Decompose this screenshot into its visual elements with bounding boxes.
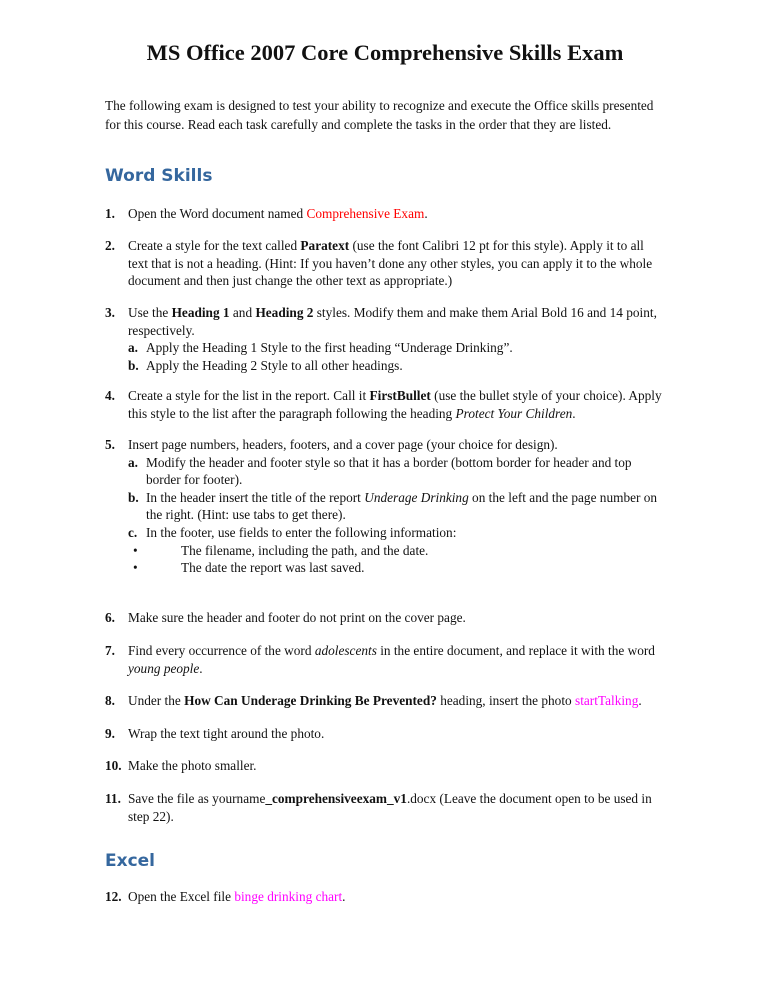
- task-3a: a. Apply the Heading 1 Style to the first heading “Underage Drinking”.: [128, 340, 513, 356]
- task-9: 9. Wrap the text tight around the photo.: [105, 726, 325, 741]
- heading-word-skills: Word Skills: [105, 166, 213, 186]
- task-2: 2. Create a style for the text called Paratext (use the font Calibri 12 pt for this style). Apply it to all text that is not a heading. (Hint: If you haven’t done any other styles, you can apply it to the whole document and then just change the other text as appropriate.): [105, 238, 653, 289]
- task-5: 5. Insert page numbers, headers, footers, and a cover page (your choice for design). a. Modify the header and footer style so that it has a border (bottom border for header and top border for footer). b. In the header insert the title of the report Underage Drinking on the left and the page number on the right. (Hint: use tabs to get there). c. In the footer, use fields to enter the following information: • The filename, including the path, and the date. • The date the report was last saved.: [105, 436, 665, 577]
- intro-paragraph: The following exam is designed to test your ability to recognize and execute the Office skills presented for this course. Read each task carefully and complete the tasks in the order that they are listed.: [105, 98, 654, 132]
- heading-excel: Excel: [105, 851, 156, 871]
- task-5a: a. Modify the header and footer style so that it has a border (bottom border for header and top border for footer).: [128, 454, 632, 488]
- task-7: 7. Find every occurrence of the word adolescents in the entire document, and replace it with the word young people.: [105, 643, 655, 676]
- task-4: 4. Create a style for the list in the report. Call it FirstBullet (use the bullet style of your choice). Apply this style to the list after the paragraph following the heading Protect Your Children.: [105, 388, 662, 421]
- task-5c-bullet-1: • The filename, including the path, and the date.: [133, 542, 429, 558]
- link-comprehensive-exam[interactable]: Comprehensive Exam: [306, 206, 425, 221]
- task-11: 11. Save the file as yourname_comprehensiveexam_v1.docx (Leave the document open to be used in step 22).: [105, 791, 652, 824]
- task-3b: b. Apply the Heading 2 Style to all other headings.: [128, 357, 403, 373]
- task-1: 1. Open the Word document named Comprehensive Exam.: [105, 206, 428, 221]
- document-title: MS Office 2007 Core Comprehensive Skills Exam: [146, 40, 624, 65]
- task-12: 12. Open the Excel file binge drinking chart.: [105, 889, 346, 904]
- link-start-talking[interactable]: startTalking: [575, 693, 639, 708]
- bullet-icon: •: [133, 542, 138, 558]
- task-5c: c. In the footer, use fields to enter the following information:: [128, 524, 457, 540]
- task-5b: b. In the header insert the title of the report Underage Drinking on the left and the page number on the right. (Hint: use tabs to get there).: [128, 489, 658, 523]
- task-6: 6. Make sure the header and footer do not print on the cover page.: [105, 610, 466, 625]
- task-3: 3. Use the Heading 1 and Heading 2 styles. Modify them and make them Arial Bold 16 and 14 point, respectively. a. Apply the Heading 1 Style to the first heading “Underage Drinking”. b. Apply the Heading 2 Style to all other headings.: [105, 304, 665, 374]
- bullet-icon: •: [133, 560, 138, 576]
- task-5c-bullet-2: • The date the report was last saved.: [133, 560, 365, 576]
- task-10: 10. Make the photo smaller.: [105, 758, 257, 773]
- task-8: 8. Under the How Can Underage Drinking Be Prevented? heading, insert the photo startTalking.: [105, 693, 642, 708]
- link-binge-drinking-chart[interactable]: binge drinking chart: [234, 889, 343, 904]
